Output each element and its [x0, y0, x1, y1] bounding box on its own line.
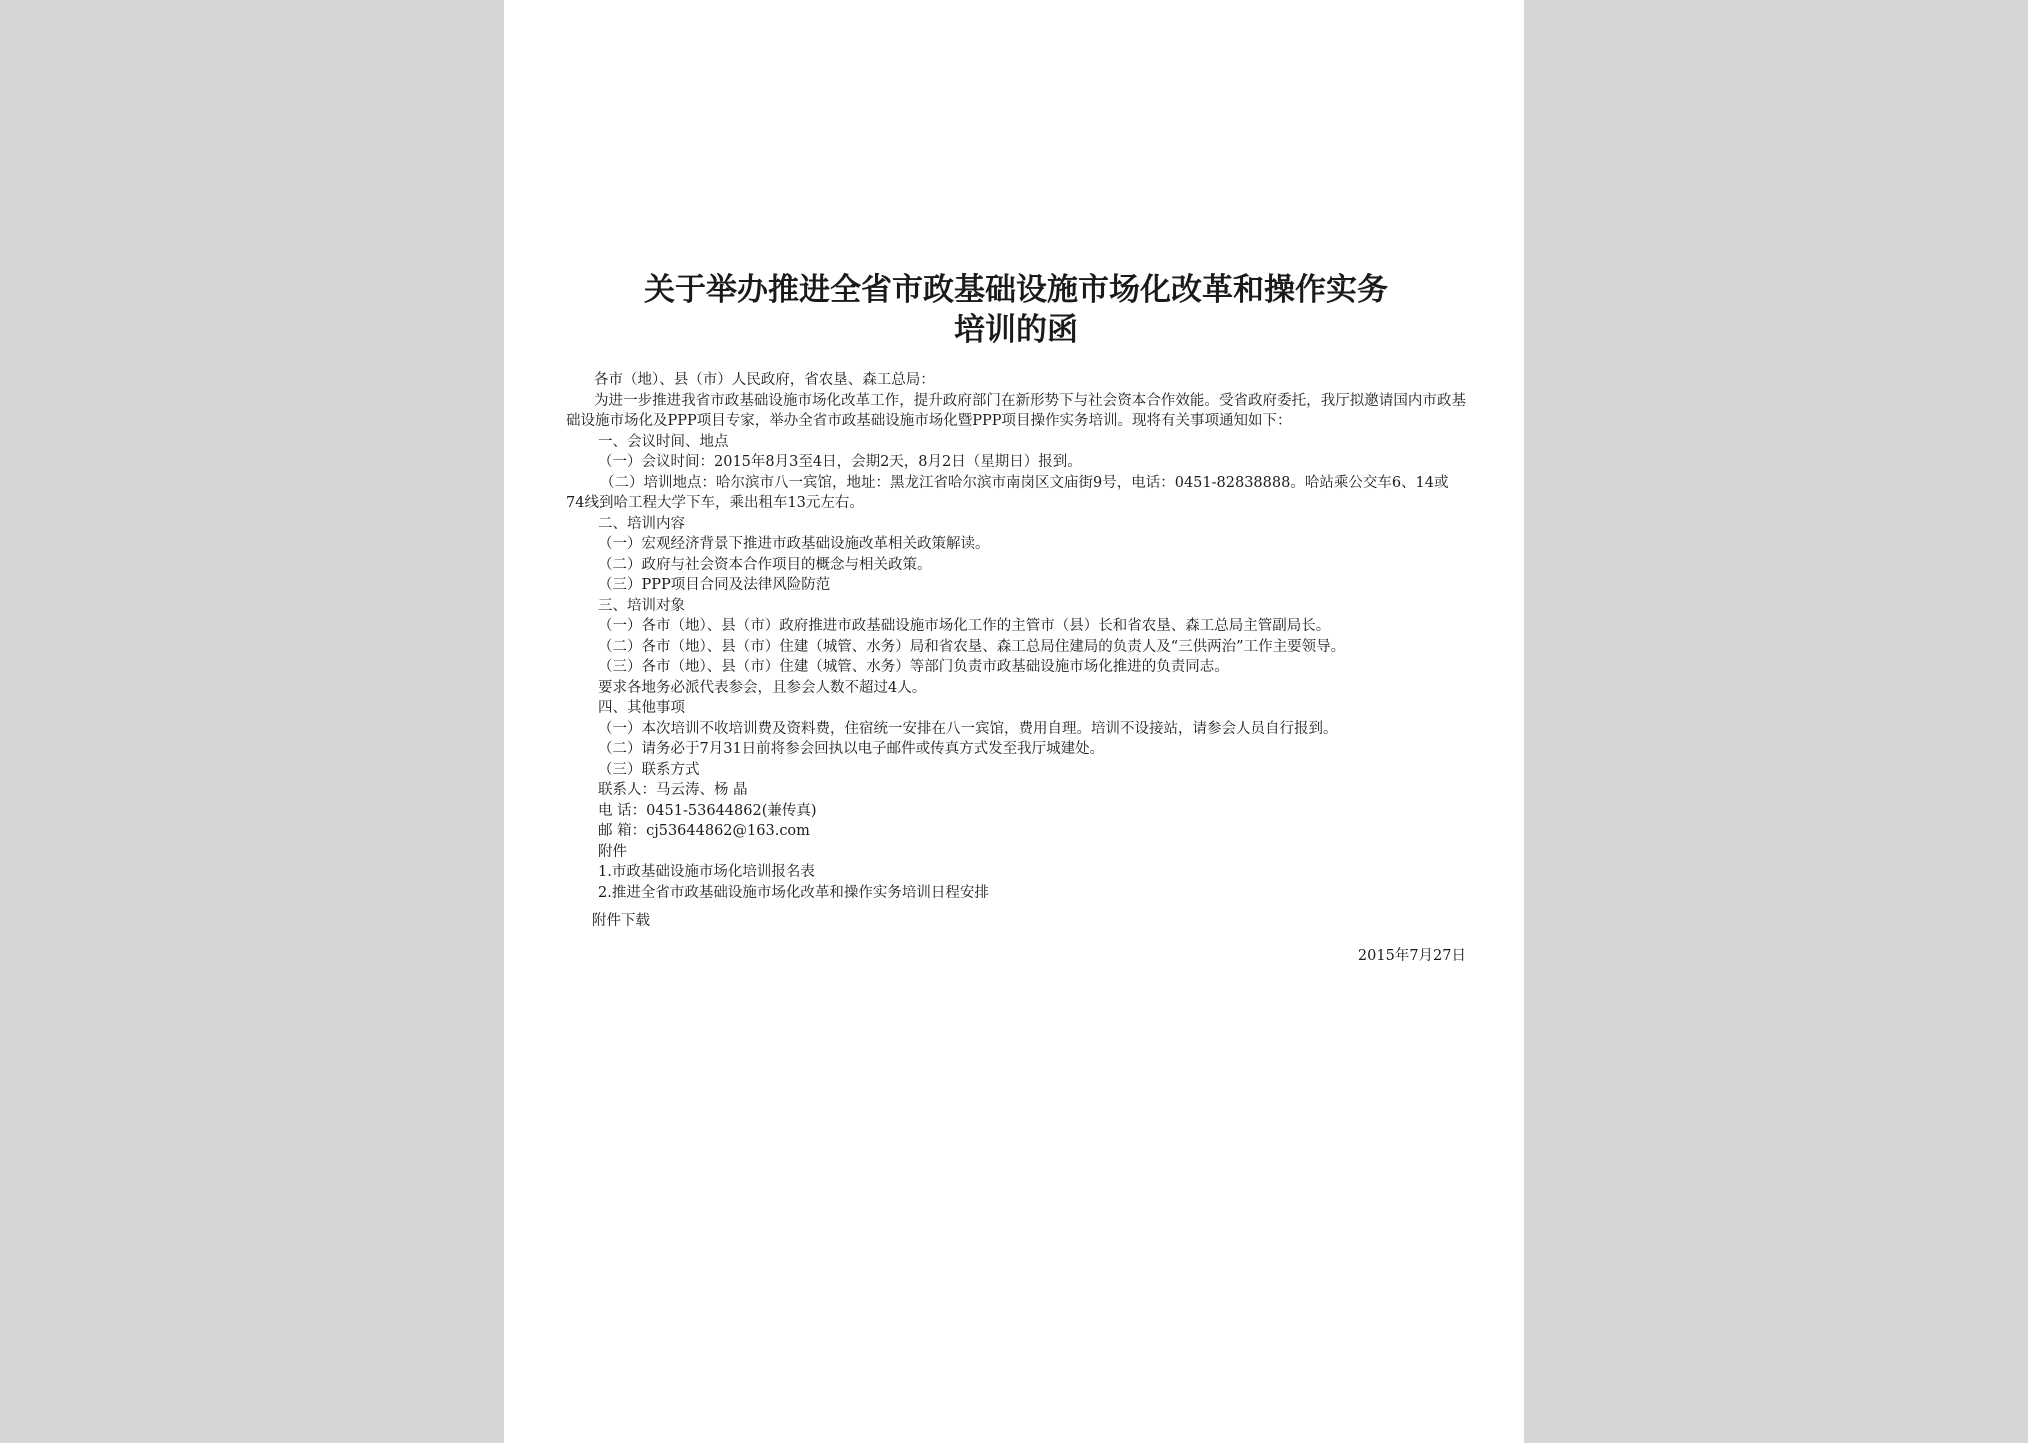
section-4-item-1: （一）本次培训不收培训费及资料费，住宿统一安排在八一宾馆，费用自理。培训不设接站，请参会人员自行报到。 — [598, 720, 1338, 737]
intro-paragraph: 为进一步推进我省市政基础设施市场化改革工作，提升政府部门在新形势下与社会资本合作效能。受省政府委托，我厅拟邀请国内市政基础设施市场化及PPP项目专家，举办全省市政基础设施市场化暨PPP项目操作实务培训。现将有关事项通知如下： — [566, 392, 1466, 429]
document-page — [504, 0, 1524, 1443]
contact-email: 邮 箱：cj53644862@163.com — [598, 823, 810, 839]
section-2-item-3: （三）PPP项目合同及法律风险防范 — [598, 577, 831, 593]
section-3-item-3: （三）各市（地）、县（市）住建（城管、水务）等部门负责市政基础设施市场化推进的负责同志。 — [598, 659, 1229, 675]
contact-person: 联系人：马云涛、杨 晶 — [598, 782, 748, 798]
section-2-item-1: （一）宏观经济背景下推进市政基础设施改革相关政策解读。 — [598, 536, 990, 552]
section-3-item-1: （一）各市（地）、县（市）政府推进市政基础设施市场化工作的主管市（县）长和省农垦、森工总局主管副局长。 — [598, 618, 1331, 634]
document-body — [566, 270, 1466, 966]
section-3-heading: 三、培训对象 — [598, 597, 685, 614]
attachment-link-2[interactable]: 2.推进全省市政基础设施市场化改革和操作实务培训日程安排 — [598, 884, 989, 901]
section-1-heading: 一、会议时间、地点 — [598, 433, 729, 450]
document-title — [566, 270, 1466, 350]
attachment-link-1[interactable]: 1.市政基础设施市场化培训报名表 — [598, 864, 815, 880]
section-3-note: 要求各地务必派代表参会，且参会人数不超过4人。 — [598, 679, 927, 696]
attachment-download-link[interactable]: 附件下载 — [592, 913, 650, 929]
title-line-1: 关于举办推进全省市政基础设施市场化改革和操作实务 — [644, 272, 1388, 308]
section-4-heading: 四、其他事项 — [598, 700, 685, 716]
attachments-heading: 附件 — [598, 843, 627, 860]
section-2-item-2: （二）政府与社会资本合作项目的概念与相关政策。 — [598, 556, 932, 573]
document-date: 2015年7月27日 — [1357, 947, 1466, 964]
section-4-item-2: （二）请务必于7月31日前将参会回执以电子邮件或传真方式发至我厅城建处。 — [598, 741, 1105, 757]
letter-content — [566, 370, 1466, 966]
contact-phone: 电 话：0451-53644862(兼传真) — [598, 802, 817, 819]
section-2-heading: 二、培训内容 — [598, 515, 685, 532]
section-3-item-2: （二）各市（地）、县（市）住建（城管、水务）局和省农垦、森工总局住建局的负责人及“三供两治”工作主要领导。 — [598, 638, 1346, 655]
salutation: 各市（地）、县（市）人民政府，省农垦、森工总局： — [594, 372, 935, 388]
section-1-item-1: （一）会议时间：2015年8月3至4日，会期2天，8月2日（星期日）报到。 — [598, 454, 1082, 470]
section-4-item-3: （三）联系方式 — [598, 761, 700, 778]
title-line-2: 培训的函 — [954, 312, 1078, 348]
section-1-item-2: （二）培训地点：哈尔滨市八一宾馆，地址：黑龙江省哈尔滨市南岗区文庙街9号，电话：0451-82838888。哈站乘公交车6、14或74线到哈工程大学下车，乘出租车13元左右。 — [566, 474, 1449, 511]
